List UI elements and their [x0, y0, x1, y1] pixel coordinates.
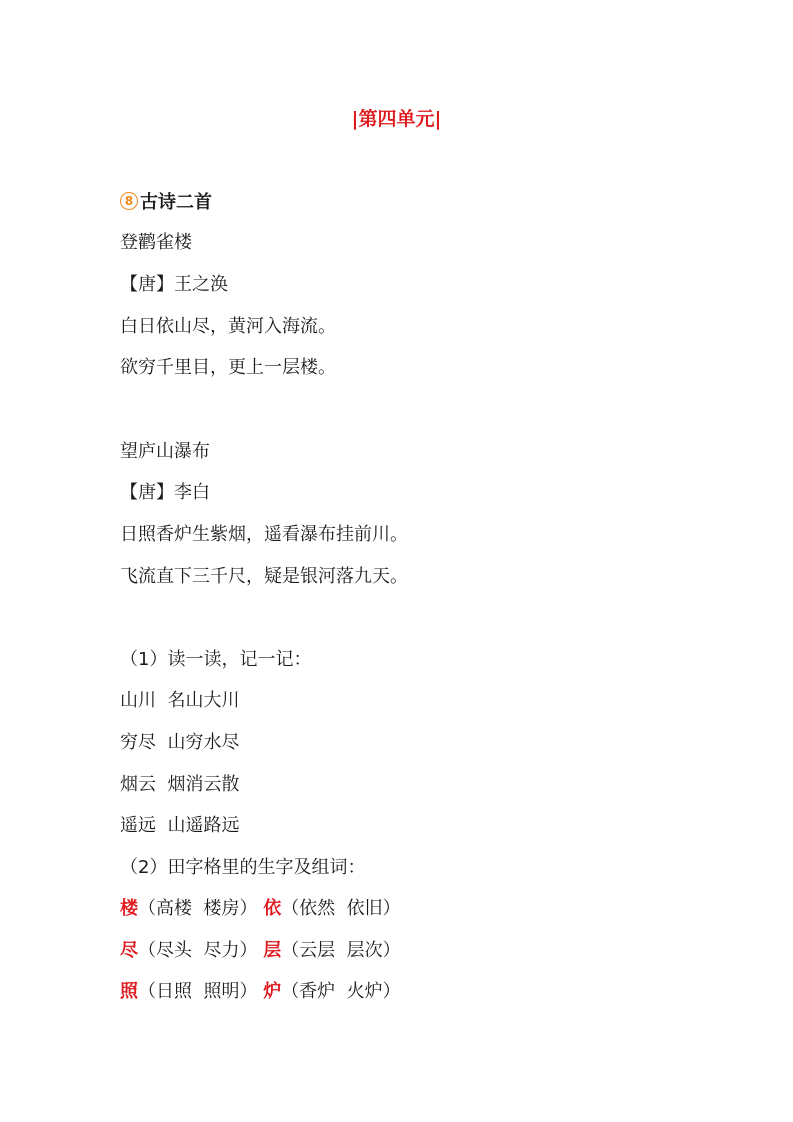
- lesson-heading: [120, 188, 212, 214]
- word-group: （云层 层次）: [281, 940, 401, 961]
- new-character: 依: [263, 898, 282, 919]
- word-group: （日照 照明）: [138, 981, 258, 1002]
- poem1-line-2: 欲穷千里目，更上一层楼。: [120, 357, 336, 378]
- section1-item: 烟云 烟消云散: [120, 774, 240, 795]
- new-character: 尽: [120, 940, 138, 961]
- word-group: （高楼 楼房）: [138, 898, 258, 919]
- poem1-title: 登鹳雀楼: [120, 232, 192, 253]
- vocab-row: [120, 896, 401, 922]
- word-group: （依然 依旧）: [281, 898, 401, 919]
- lesson-number-badge: 8: [120, 192, 138, 210]
- section1-heading: （1）读一读，记一记：: [120, 649, 312, 670]
- word-group: （香炉 火炉）: [281, 981, 401, 1002]
- new-character: 楼: [120, 898, 138, 919]
- vocab-row: [120, 979, 401, 1005]
- lesson-title: 古诗二首: [140, 192, 212, 213]
- word-group: （尽头 尽力）: [138, 940, 258, 961]
- new-character: 层: [263, 940, 282, 961]
- poem2-title: 望庐山瀑布: [120, 441, 210, 462]
- section2-heading: （2）田字格里的生字及组词：: [120, 857, 366, 878]
- new-character: 炉: [263, 981, 282, 1002]
- poem2-author: 【唐】李白: [120, 482, 210, 503]
- vocab-row: [120, 938, 401, 964]
- poem1-line-1: 白日依山尽，黄河入海流。: [120, 316, 336, 337]
- poem2-line-2: 飞流直下三千尺，疑是银河落九天。: [120, 566, 408, 587]
- new-character: 照: [120, 981, 138, 1002]
- section1-item: 山川 名山大川: [120, 690, 240, 711]
- section1-item: 穷尽 山穷水尽: [120, 732, 240, 753]
- section1-item: 遥远 山遥路远: [120, 815, 240, 836]
- poem1-author: 【唐】王之涣: [120, 274, 228, 295]
- unit-title: |第四单元|: [351, 108, 442, 130]
- poem2-line-1: 日照香炉生紫烟，遥看瀑布挂前川。: [120, 524, 408, 545]
